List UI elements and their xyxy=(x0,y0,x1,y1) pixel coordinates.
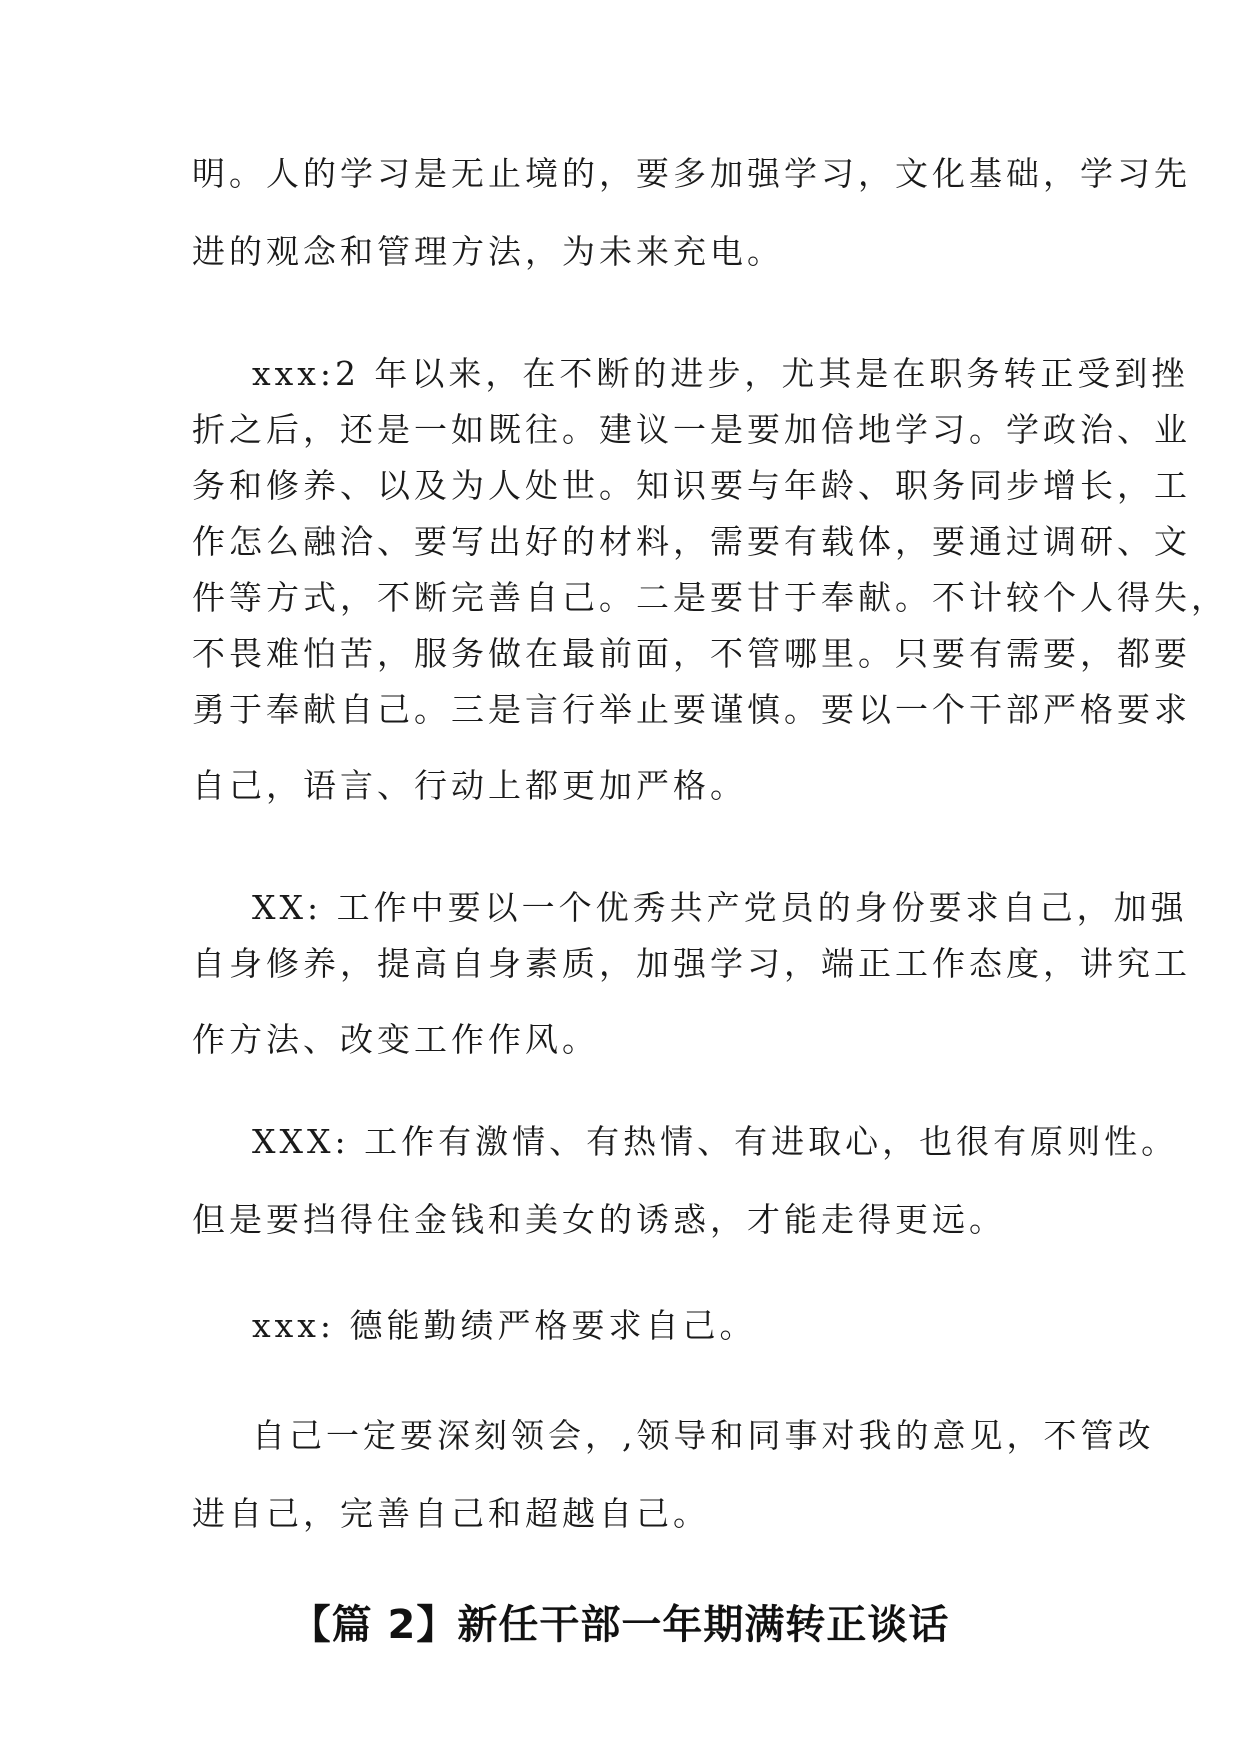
paragraph-line: 进的观念和管理方法，为未来充电。 xyxy=(192,232,784,271)
paragraph-line: xxx:2 年以来，在不断的进步，尤其是在职务转正受到挫 xyxy=(252,354,1189,393)
paragraph-line: xxx: 德能勤绩严格要求自己。 xyxy=(252,1306,757,1345)
paragraph-line: XXX: 工作有激情、有热情、有进取心，也很有原则性。 xyxy=(252,1122,1179,1161)
paragraph-line: 折之后，还是一如既往。建议一是要加倍地学习。学政治、业 xyxy=(192,410,1191,449)
paragraph-line: 明。人的学习是无止境的，要多加强学习，文化基础，学习先 xyxy=(192,154,1191,193)
paragraph-line: 作方法、改变工作作风。 xyxy=(192,1020,599,1059)
paragraph-line: 勇于奉献自己。三是言行举止要谨慎。要以一个干部严格要求 xyxy=(192,690,1191,729)
paragraph-line: XX: 工作中要以一个优秀共产党员的身份要求自己，加强 xyxy=(252,888,1188,927)
paragraph-line: 件等方式，不断完善自己。二是要甘于奉献。不计较个人得失， xyxy=(192,578,1228,617)
paragraph-line: 自己，语言、行动上都更加严格。 xyxy=(192,766,747,805)
paragraph-line: 自己一定要深刻领会，,领导和同事对我的意见，不管改 xyxy=(252,1416,1155,1455)
paragraph-line: 进自己，完善自己和超越自己。 xyxy=(192,1494,710,1533)
paragraph-line: 务和修养、以及为人处世。知识要与年龄、职务同步增长，工 xyxy=(192,466,1191,505)
paragraph-line: 不畏难怕苦，服务做在最前面，不管哪里。只要有需要，都要 xyxy=(192,634,1191,673)
section-title: 【篇 2】新任干部一年期满转正谈话 xyxy=(290,1602,950,1648)
paragraph-line: 但是要挡得住金钱和美女的诱惑，才能走得更远。 xyxy=(192,1200,1006,1239)
paragraph-line: 作怎么融洽、要写出好的材料，需要有载体，要通过调研、文 xyxy=(192,522,1191,561)
paragraph-line: 自身修养，提高自身素质，加强学习，端正工作态度，讲究工 xyxy=(192,944,1191,983)
